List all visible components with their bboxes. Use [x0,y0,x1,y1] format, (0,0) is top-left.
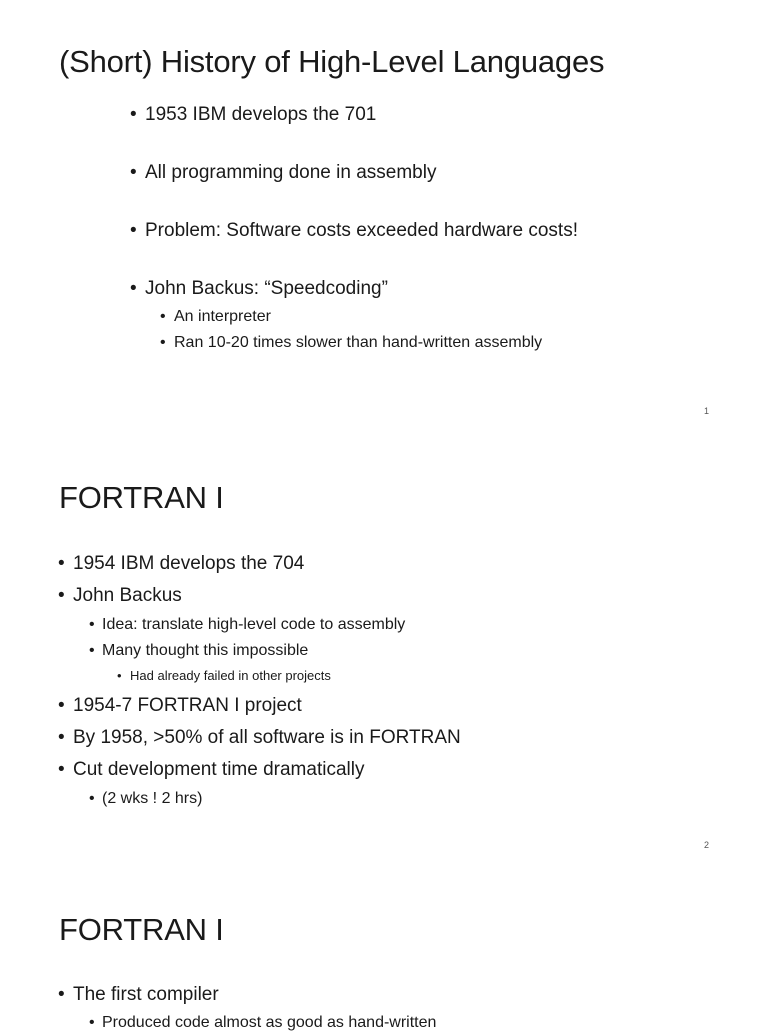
sub-bullet-list [73,786,461,812]
sub-bullet-item: • An interpreter [174,304,607,330]
sub-bullet-item: • Ran 10-20 times slower than hand-written assembly [174,330,607,356]
slide-3 [0,868,768,1031]
bullet-text: Cut development time dramatically [73,759,365,780]
bullet-text: John Backus [73,585,182,606]
sub-bullet-list [73,1010,437,1036]
sub-bullet-item: • (2 wks ! 2 hrs) [102,786,490,812]
sub-bullet-item: • Produced code almost as good as hand-written [102,1010,436,1036]
bullet-text: John Backus: “Speedcoding” [145,278,388,299]
bullet-item [73,580,461,686]
sub-bullet-list [73,612,461,664]
bullet-item [145,276,578,356]
bullet-item: • Problem: Software costs exceeded hardware costs! [145,218,578,244]
slide-3-bullet-list [73,980,437,1036]
slide-2 [0,434,768,868]
sub-bullet-item: • Many thought this impossible [102,638,490,664]
bullet-item: • 1954 IBM develops the 704 [73,548,461,580]
slide-1 [0,0,768,434]
bullet-item [73,754,461,812]
sub-bullet-list [145,304,578,356]
bullet-item [73,980,437,1036]
bullet-item: • 1953 IBM develops the 701 [145,102,578,128]
slide-3-title: FORTRAN I [59,912,224,947]
slide-2-bullet-list [73,548,461,812]
bullet-text: The first compiler [73,984,219,1005]
sub-sub-bullet-item: • Had already failed in other projects [130,666,518,686]
slide-2-title: FORTRAN I [59,480,224,515]
sub-bullet-item: • Idea: translate high-level code to assembly [102,612,490,638]
bullet-item: • All programming done in assembly [145,160,578,186]
slide-1-title: (Short) History of High-Level Languages [59,44,605,79]
slide-1-bullet-list [145,102,578,356]
bullet-item: • By 1958, >50% of all software is in FORTRAN [73,722,461,754]
bullet-item: • 1954-7 FORTRAN I project [73,690,461,722]
sub-sub-bullet-list [73,666,461,686]
page-number: 1 [703,406,709,416]
page-number: 2 [703,840,709,850]
